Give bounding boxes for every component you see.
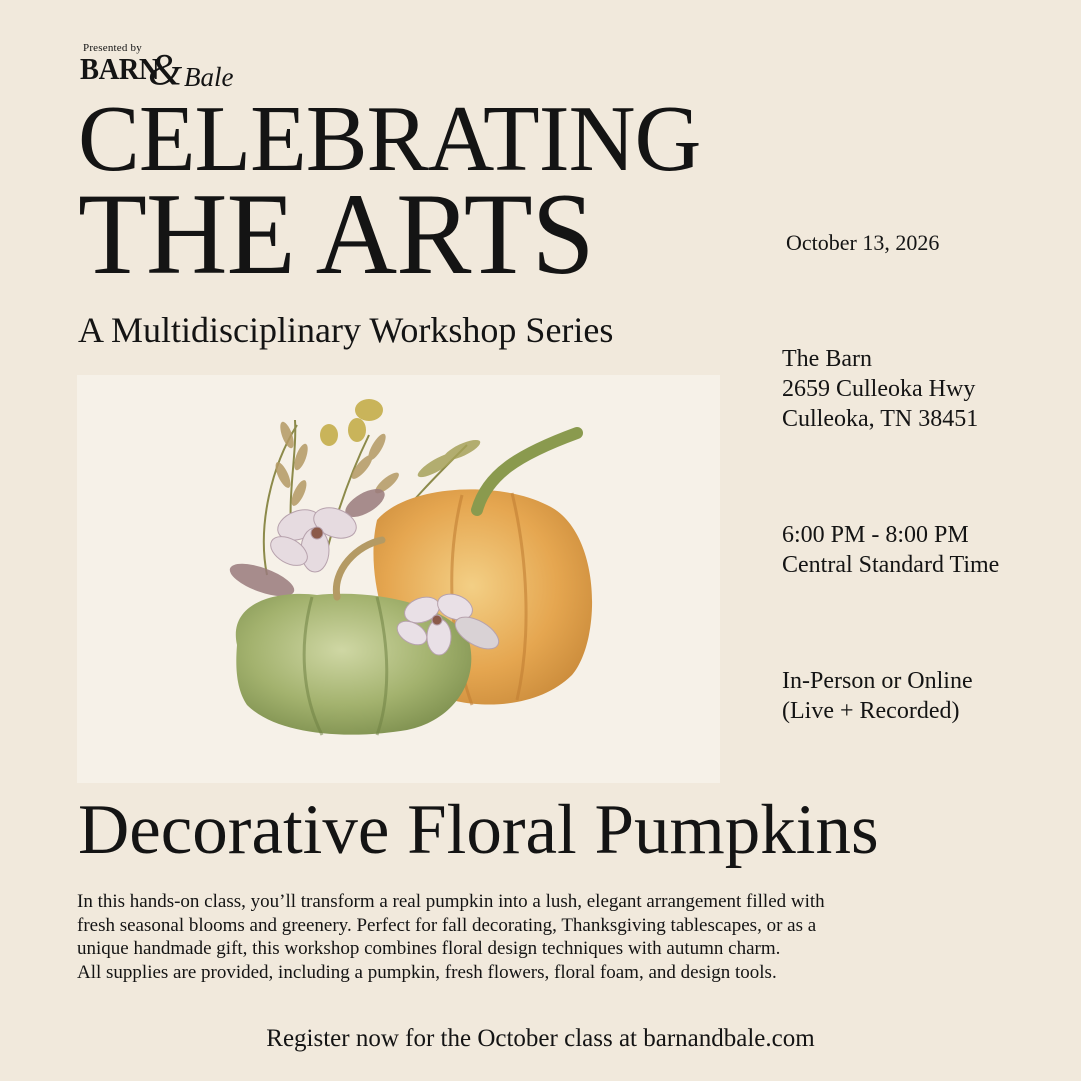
series-title-line1: CELEBRATING (78, 87, 701, 191)
buds (320, 399, 383, 446)
illustration-panel (77, 375, 720, 783)
event-format (782, 666, 973, 726)
workshop-title: Decorative Floral Pumpkins (78, 791, 879, 869)
brand-name-barn: BARN (80, 51, 159, 86)
description-line: unique handmade gift, this workshop combines floral design techniques with autumn charm. (77, 938, 781, 959)
venue-name: The Barn (782, 346, 872, 372)
format-line2: (Live + Recorded) (782, 698, 960, 724)
description-line: In this hands-on class, you’ll transform a real pumpkin into a lush, elegant arrangement filled with (77, 891, 825, 912)
brand-name-bale: Bale (184, 62, 234, 92)
presented-by-label: Presented by (83, 42, 142, 54)
time-range: 6:00 PM - 8:00 PM (782, 522, 969, 548)
event-location (782, 344, 978, 434)
workshop-description (77, 890, 1037, 984)
format-line1: In-Person or Online (782, 668, 973, 694)
event-time (782, 520, 999, 580)
address-line1: 2659 Culleoka Hwy (782, 376, 976, 402)
description-line: All supplies are provided, including a pumpkin, fresh flowers, floral foam, and design tools. (77, 961, 777, 983)
address-line2: Culleoka, TN 38451 (782, 406, 979, 432)
brand-ampersand: & (148, 45, 183, 94)
series-subtitle: A Multidisciplinary Workshop Series (78, 310, 614, 350)
watercolor-pumpkins-floral-illustration (77, 375, 720, 783)
series-title-line2: THE ARTS (78, 170, 594, 299)
description-line: fresh seasonal blooms and greenery. Perfect for fall decorating, Thanksgiving tablescapes, or as a (77, 914, 817, 936)
event-date: October 13, 2026 (786, 230, 940, 255)
register-cta: Register now for the October class at barnandbale.com (266, 1025, 815, 1052)
timezone: Central Standard Time (782, 552, 1000, 578)
